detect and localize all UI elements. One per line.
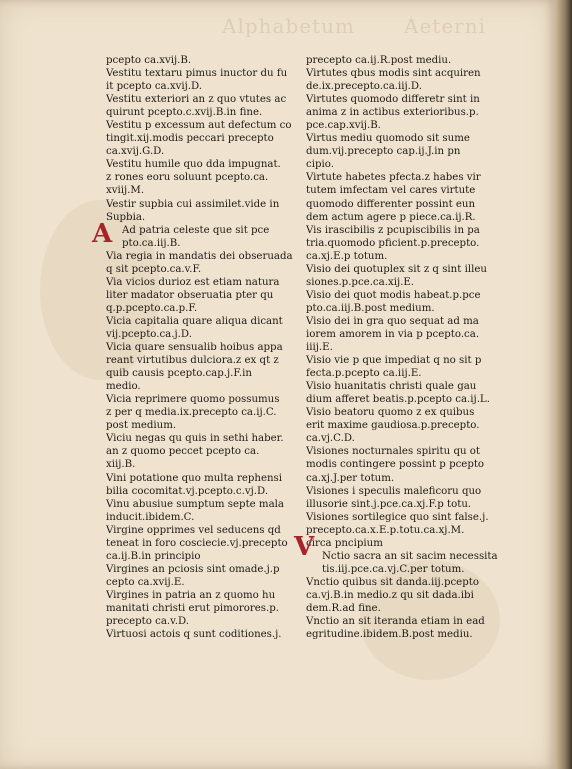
text-line: Vicia capitalia quare aliqua dicant — [106, 315, 283, 327]
text-line: Viciu negas qu quis in sethi haber. — [106, 433, 284, 445]
text-line: Visio huanitatis christi quale gau — [306, 381, 477, 393]
text-line: Vicia reprimere quomo possumus — [106, 394, 280, 406]
text-line: de.ix.precepto.ca.iij.D. — [306, 81, 422, 93]
text-line: siones.p.pce.ca.xij.E. — [306, 276, 415, 288]
text-line: circa pncipium — [306, 537, 383, 549]
text-line: z rones eoru soluunt pcepto.ca. — [106, 172, 269, 184]
text-line: iorem amorem in via p pcepto.ca. — [306, 328, 480, 340]
text-line: Virgines in patria an z quomo hu — [106, 589, 276, 601]
text-line: ca.xvij.G.D. — [106, 146, 165, 158]
text-line: xviij.M. — [106, 185, 145, 197]
text-line: erit maxime gaudiosa.p.precepto. — [306, 420, 480, 432]
text-line: Virgine opprimes vel seducens qd — [106, 524, 281, 536]
text-line: pto.ca.iij.B.post medium. — [306, 302, 435, 314]
red-initial-a: A — [92, 219, 113, 249]
text-line: q sit pcepto.ca.v.F. — [106, 263, 202, 275]
text-line: Visiones nocturnales spiritu qu ot — [306, 446, 481, 458]
text-line: dum.vij.precepto cap.ij.J.in pn — [306, 146, 461, 158]
text-line: Vestitu exteriori an z quo vtutes ac — [106, 94, 287, 106]
text-line: iiij.E. — [306, 342, 333, 354]
text-line: xiij.B. — [106, 459, 136, 471]
text-line: Virtus mediu quomodo sit sume — [306, 133, 470, 145]
text-line: dem actum agere p piece.ca.ij.R. — [306, 211, 476, 223]
text-line: Vicia quare sensualib hoibus appa — [106, 342, 283, 354]
text-line: Via vicios durioz est etiam natura — [106, 276, 280, 288]
text-line: q.p.pcepto.ca.p.F. — [106, 302, 198, 314]
text-line: ca.vj.B.in medio.z qu sit dada.ibi — [306, 589, 474, 601]
text-line: z per q media.ix.precepto ca.ij.C. — [106, 407, 277, 419]
ghost-header-left: Alphabetum — [222, 14, 355, 38]
left-column — [106, 54, 296, 641]
text-line: Vestir supbia cui assimilet.vide in — [106, 198, 280, 210]
text-line: Visio beatoru quomo z ex quibus — [306, 407, 475, 419]
text-line: quomodo differenter possint eun — [306, 198, 476, 210]
text-line: Virtutes qbus modis sint acquiren — [306, 68, 481, 80]
text-line: anima z in actibus exterioribus.p. — [306, 107, 479, 119]
text-line: Nctio sacra an sit sacim necessita — [322, 550, 498, 562]
text-line: precepto.ca.x.E.p.totu.ca.xj.M. — [306, 524, 465, 536]
text-line: Visiones sortilegice quo sint false.j. — [306, 511, 489, 523]
text-line: liter madator obseruatia pter qu — [106, 289, 274, 301]
text-line: vij.pcepto.ca.j.D. — [106, 328, 192, 340]
text-line: pcepto ca.xvij.B. — [106, 55, 192, 66]
text-line: tria.quomodo pficient.p.precepto. — [306, 237, 480, 249]
text-line: it pcepto ca.xvij.D. — [106, 81, 203, 93]
text-line: Virtute habetes pfecta.z habes vir — [306, 172, 481, 184]
text-line: Via regia in mandatis dei obseruada — [106, 250, 293, 262]
text-line: precepto ca.ij.R.post mediu. — [306, 55, 452, 66]
text-line: quirunt pcepto.c.xvij.B.in fine. — [106, 107, 263, 119]
right-column — [306, 54, 502, 641]
text-line: an z quomo peccet pcepto ca. — [106, 446, 260, 458]
text-line: ca.vj.C.D. — [306, 433, 355, 445]
text-line: reant virtutibus dulciora.z ex qt z — [106, 355, 279, 367]
text-line: Virtuosi actois q sunt coditiones.j. — [106, 629, 282, 641]
text-line: fecta.p.pcepto ca.iij.E. — [306, 368, 422, 380]
text-line: pce.cap.xvij.B. — [306, 120, 381, 132]
text-line: Visio dei in gra quo sequat ad ma — [306, 315, 479, 327]
text-line: Virtutes quomodo differetr sint in — [306, 94, 480, 106]
text-line: Virgines an pciosis sint omade.j.p — [106, 563, 280, 575]
text-line: ca.xj.J.per totum. — [306, 472, 395, 484]
text-line: ca.ij.B.in principio — [106, 550, 201, 562]
text-line: Vestitu humile quo dda impugnat. — [106, 159, 281, 171]
text-line: Vis irascibilis z pcupiscibilis in pa — [306, 224, 480, 236]
text-line: egritudine.ibidem.B.post mediu. — [306, 629, 473, 641]
text-line: medio. — [106, 381, 141, 393]
text-line: pto.ca.iij.B. — [122, 237, 181, 249]
red-initial-v: V — [294, 532, 315, 562]
text-line: Vestitu textaru pimus inuctor du fu — [106, 68, 288, 80]
text-line: illusorie sint.j.pce.ca.xj.F.p totu. — [306, 498, 472, 510]
text-line: Vnctio an sit iteranda etiam in ead — [306, 616, 485, 628]
text-line: dem.R.ad fine. — [306, 602, 381, 614]
text-line: ca.xj.E.p totum. — [306, 250, 388, 262]
text-line: cipio. — [306, 159, 334, 171]
text-line: Vini potatione quo multa rephensi — [106, 472, 283, 484]
text-line: inducit.ibidem.C. — [106, 511, 195, 523]
text-line: modis contingere possint p pcepto — [306, 459, 485, 471]
text-line: tutem imfectam vel cares virtute — [306, 185, 476, 197]
text-line: tis.iij.pce.ca.vj.C.per totum. — [322, 563, 465, 575]
text-line: dium afferet beatis.p.pcepto ca.ij.L. — [306, 394, 490, 406]
text-line: precepto ca.v.D. — [106, 616, 189, 628]
text-line: manitati christi erut pimorores.p. — [106, 602, 280, 614]
book-gutter — [556, 0, 572, 769]
text-line: Visio vie p que impediat q no sit p — [306, 355, 482, 367]
text-line: quib causis pcepto.cap.j.F.in — [106, 368, 252, 380]
text-line: cepto ca.xvij.E. — [106, 576, 185, 588]
text-line: Ad patria celeste que sit pce — [122, 224, 270, 236]
text-line: bilia cocomitat.vj.pcepto.c.vj.D. — [106, 485, 269, 497]
text-line: Vestitu p excessum aut defectum co — [106, 120, 292, 132]
text-line: Supbia. — [106, 211, 146, 223]
ghost-header-right: Aeterni — [404, 14, 486, 38]
text-line: tingit.xij.modis peccari precepto — [106, 133, 274, 145]
text-line: post medium. — [106, 420, 177, 432]
text-line: Visio dei quotuplex sit z q sint illeu — [306, 263, 487, 275]
text-line: Visiones i speculis maleficoru quo — [306, 485, 482, 497]
text-line: Vinu abusiue sumptum septe mala — [106, 498, 284, 510]
text-line: teneat in foro cosciecie.vj.precepto — [106, 537, 288, 549]
text-line: Vnctio quibus sit danda.iij.pcepto — [306, 576, 479, 588]
text-line: Visio dei quot modis habeat.p.pce — [306, 289, 481, 301]
